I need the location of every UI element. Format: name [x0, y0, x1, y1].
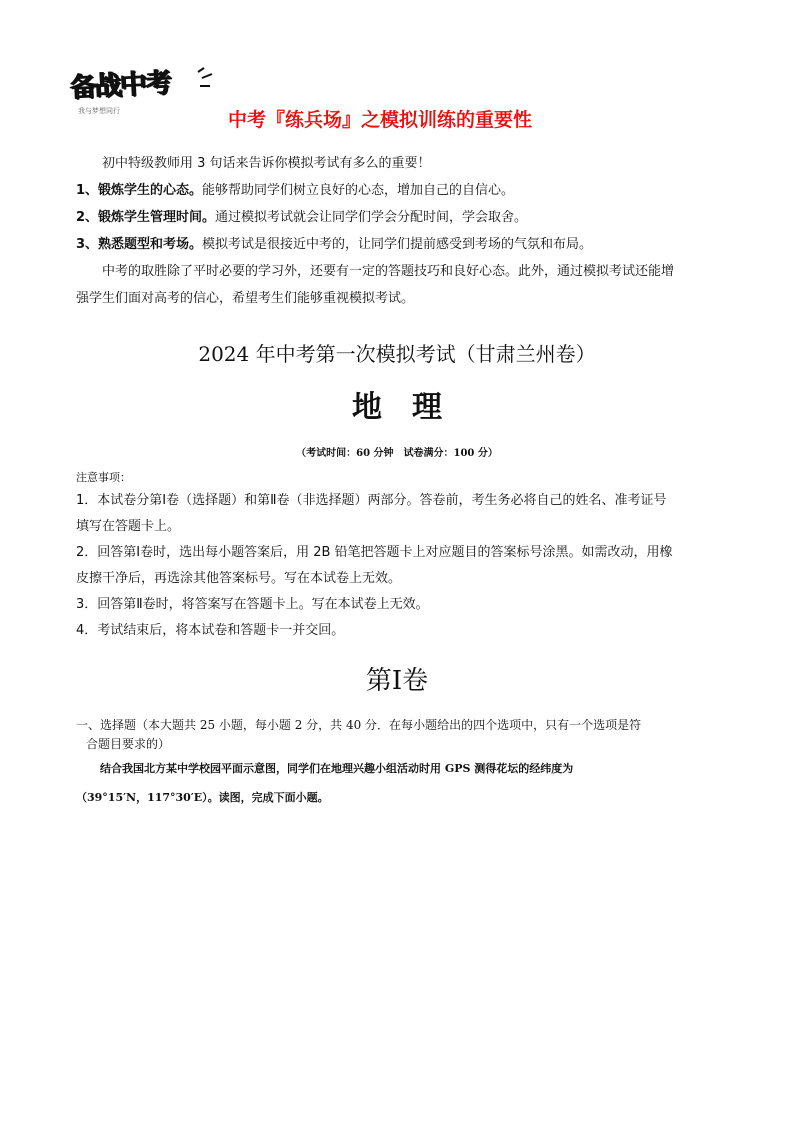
logo [66, 62, 216, 124]
intro-item-text: 通过模拟考试就会让同学们学会分配时间，学会取舍。 [215, 210, 528, 225]
question-section-line: 合题目要求的） [86, 737, 171, 751]
exam-info: （考试时间：60 分钟 试卷满分：100 分） [296, 448, 498, 459]
exam-title: 2024 年中考第一次模拟考试（甘肃兰州卷） [198, 342, 596, 366]
intro-item-heading: 2、锻炼学生管理时间。 [76, 210, 216, 225]
question-section-line: 一、选择题（本大题共 25 小题，每小题 2 分，共 40 分．在每小题给出的四个选项中，只有一个选项是符 [76, 718, 642, 732]
question-stem-line: （39°15′N，117°30′E）。读图，完成下面小题。 [76, 791, 329, 804]
banner-title: 中考『练兵场』之模拟训练的重要性 [228, 109, 533, 131]
intro-closing: 强学生们面对高考的信心，希望考生们能够重视模拟考试。 [76, 291, 415, 306]
intro-item [76, 231, 726, 258]
intro-item-heading: 3、熟悉题型和考场。 [76, 237, 203, 252]
note-line: 皮擦干净后，再选涂其他答案标号。写在本试卷上无效。 [76, 571, 402, 586]
note-line: 填写在答题卡上。 [76, 519, 181, 534]
question-section-heading [76, 716, 726, 754]
question-stem [76, 754, 726, 812]
intro-item-text: 模拟考试是很接近中考的，让同学们提前感受到考场的气氛和布局。 [202, 237, 593, 252]
note-line: 4．考试结束后，将本试卷和答题卡一并交回。 [76, 623, 345, 638]
notes-heading: 注意事项： [76, 471, 131, 484]
intro-lead: 初中特级教师用 3 句话来告诉你模拟考试有多么的重要！ [102, 156, 431, 171]
logo-brand: 备战中考 [69, 67, 171, 104]
note-line: 2．回答第Ⅰ卷时，选出每小题答案后，用 2B 铅笔把答题卡上对应题目的答案标号涂黑。如需改动，用橡 [76, 545, 673, 560]
intro-item-text: 能够帮助同学们树立良好的心态，增加自己的自信心。 [202, 183, 515, 198]
notes-block [76, 468, 726, 644]
intro-block [76, 150, 726, 312]
intro-item [76, 204, 726, 231]
note-line: 1．本试卷分第Ⅰ卷（选择题）和第Ⅱ卷（非选择题）两部分。答卷前，考生务必将自己的姓名、准考证号 [76, 493, 667, 508]
subject-title: 地理 [352, 390, 472, 425]
intro-item-heading: 1、锻炼学生的心态。 [76, 183, 203, 198]
logo-tag: 我与梦想同行 [78, 107, 120, 115]
intro-closing: 中考的取胜除了平时必要的学习外，还要有一定的答题技巧和良好心态。此外，通过模拟考试还能增 [102, 264, 675, 279]
intro-item [76, 177, 726, 204]
section-title: 第Ⅰ卷 [365, 666, 429, 696]
logo-decoration-icon [194, 66, 216, 96]
note-line: 3．回答第Ⅱ卷时，将答案写在答题卡上。写在本试卷上无效。 [76, 597, 429, 612]
question-stem-line: 结合我国北方某中学校园平面示意图，同学们在地理兴趣小组活动时用 GPS 测得花坛的经纬度为 [100, 762, 574, 775]
